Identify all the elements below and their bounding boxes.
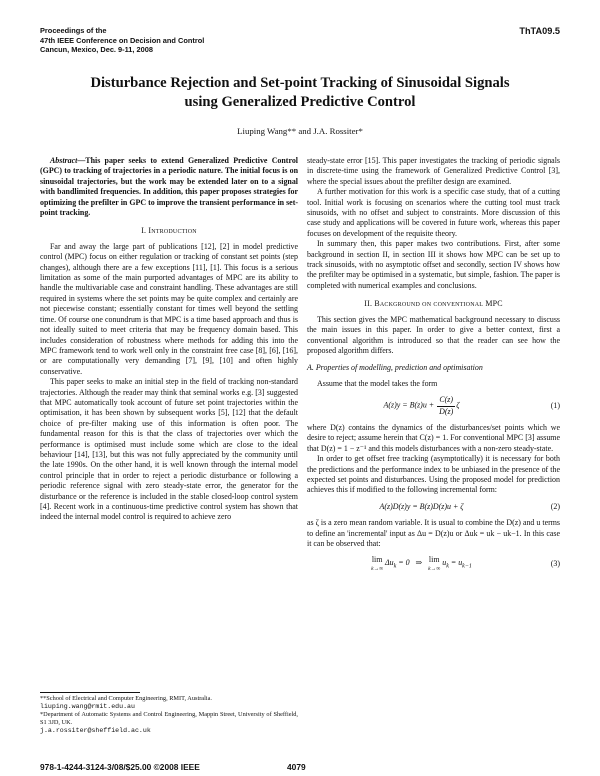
subsection-a-heading: A. Properties of modelling, prediction and optimisation [307, 363, 483, 373]
equation-2 [307, 502, 560, 512]
paper-title [20, 74, 580, 112]
proceedings-line-3: Cancun, Mexico, Dec. 9-11, 2008 [40, 45, 153, 55]
intro-paragraph-1: Far and away the large part of publications [12], [2] in model predictive control (MPC) focus on either regulation or tracking of constant set points (step changes), although there are a few exceptions [11], [1]. This focus is a serious limitation as some of the main purported advantages of MPC are its ability to handle the multivariable case and constraint handling. These advantages are still required in systems where the set points may be quite complex and certainly are not piecewise constant; essentially constant for times well beyond the settling time. Of course one conundrum is that MPC is a time based approach and thus is not ideally suited to meet criteria that may be frequency domain based. This includes consideration of robustness where methods for adding this into the MPC framework tend to work well only in the constraint free case [8], [6], [16], or are computationally very demanding [7], [9], [10] and often highly conservative. [40, 241, 298, 376]
abstract [40, 156, 298, 218]
footnote-1-email: liuping.wang@rmit.edu.au [40, 703, 135, 710]
summary-paragraph: In summary then, this paper makes two contributions. First, after some background in section II, in section III it shows how MPC can be set up to track sinusoids, with no asymptotic offset and secondly, section IV shows how the prefilter may be optimised in a systematic, but simple, fashion. The paper is completed with numerical examples and conclusions. [307, 239, 560, 290]
equation-1-body: A(z)y = B(z)u + $\frac{C(z)}{D(z)}$ ζ [383, 395, 460, 416]
equation-2-body: A(z)D(z)y = B(z)D(z)u + ζ [379, 501, 464, 511]
equation-2-number: (2) [550, 501, 560, 511]
fraction: $\frac{C(z)}{D(z)}$ [439, 395, 454, 416]
equation-3-number: (3) [550, 558, 560, 568]
conference-header [40, 26, 204, 55]
right-paragraph-continued: steady-state error [15]. This paper investigates the tracking of periodic signals in discrete-time using the framework of Generalized Predictive Control [3], where the special issues about the prefilter design are examined. [307, 156, 560, 186]
motivation-paragraph: A further motivation for this work is a specific case study, that of a cutting tool. Initial work is focusing on scenarios where the cutting tool must track sinusoids, with no offset and subject to constraints. More discussion of this case study and applications will be covered in future work, whereas this paper focuses on development of the requisite theory. [307, 187, 560, 238]
equation-3 [307, 555, 560, 572]
equation-1 [307, 395, 560, 417]
session-code: ThTA09.5 [519, 26, 560, 36]
page-number: 4079 [287, 762, 306, 772]
where-paragraph: where D(z) contains the dynamics of the disturbances/set points which we desire to reject; assume herein that C(z) = 1. For conventional MPC [3] assume that D(z) = 1 − z⁻¹ and this models disturbances with a non-zero steady-state. [307, 422, 560, 453]
left-column [40, 156, 298, 523]
equation-3-body: lim k→∞ $\Delta u_k = 0$ ⇒ lim k→∞ $u_k = u_{k-1}$ [371, 555, 472, 572]
proceedings-line-1: Proceedings of the [40, 26, 107, 35]
section-1-heading: I. Introduction [141, 226, 197, 236]
footnote-2: *Department of Automatic Systems and Control Engineering, Mappin Street, University of Sheffield, S1 3JD, UK. [40, 711, 298, 726]
abstract-text: —This paper seeks to extend Generalized Predictive Control (GPC) to tracking of trajectories in a periodic nature. The initial focus is on sinusoidal trajectories, but the work may be extended later on to a signal with bandlimited frequencies. In addition, this paper proposes strategies for optimizing the prefilter in GPC to improve the transient performance in set-point tracking. [40, 156, 298, 218]
section-2-heading: II. Background on conventional MPC [364, 299, 503, 309]
footnote-1: **School of Electrical and Computer Engineering, RMIT, Australia. [40, 695, 212, 702]
footnote-rule [40, 692, 140, 693]
intro-paragraph-2: This paper seeks to make an initial step in the field of tracking non-standard trajectories. Although the reader may think that seminal works e.g. [3] suggested that MPC automatically took account of future set point trajectories within the optimisation, it has been shown by subsequent works [5], [12] that the default choice of pre-filter making use of this information is often poor. The fundamental reason for this is that the class of trajectories over which the performance is optimised must include some which are close to the ideal behaviour [14], [13], but this was not fully appreciated by the community until the late 1990s. On the other hand, it is well known through the internal model control principle that in order to reject a periodic disturbance or following a periodic reference signal with zero steady-state error, the generator for the disturbance or the reference is included in the stable closed-loop control system [4]. Recent work in a continuous-time predictive control system has shown that indeed the internal model control is required to achieve zero [40, 377, 298, 522]
title-line-2: using Generalized Predictive Control [184, 94, 416, 110]
isbn-line: 978-1-4244-3124-3/08/$25.00 ©2008 IEEE [40, 762, 200, 772]
authors: Liuping Wang** and J.A. Rossiter* [237, 126, 363, 136]
footnote-2-email: j.a.rossiter@sheffield.ac.uk [40, 727, 151, 734]
right-column [307, 156, 560, 578]
proceedings-line-2: 47th IEEE Conference on Decision and Control [40, 35, 205, 45]
zeta-paragraph: as ζ is a zero mean random variable. It is usual to combine the D(z) and u terms to define an 'incremental' input as Δu = D(z)u or Δuk = uk − uk−1. In this case it can be observed that: [307, 518, 560, 548]
abstract-label: Abstract [50, 156, 78, 165]
equation-1-number: (1) [550, 400, 560, 410]
assume-text: Assume that the model takes the form [317, 378, 438, 388]
section-2-paragraph: This section gives the MPC mathematical background necessary to discuss the main issues in this paper. In order to give a better context, first a conventional algorithm is introduced so that the reader can see how the proposed algorithm differs. [307, 314, 560, 355]
footnotes [40, 695, 298, 735]
offset-paragraph: In order to get offset free tracking (asymptotically) it is necessary for both the predictions and the performance index to be unbiased in the presence of the expected set points and disturbances. Using the proposed model for prediction achieves this if modified to the following incremental form: [307, 454, 560, 495]
title-line-1: Disturbance Rejection and Set-point Tracking of Sinusoidal Signals [90, 75, 510, 91]
